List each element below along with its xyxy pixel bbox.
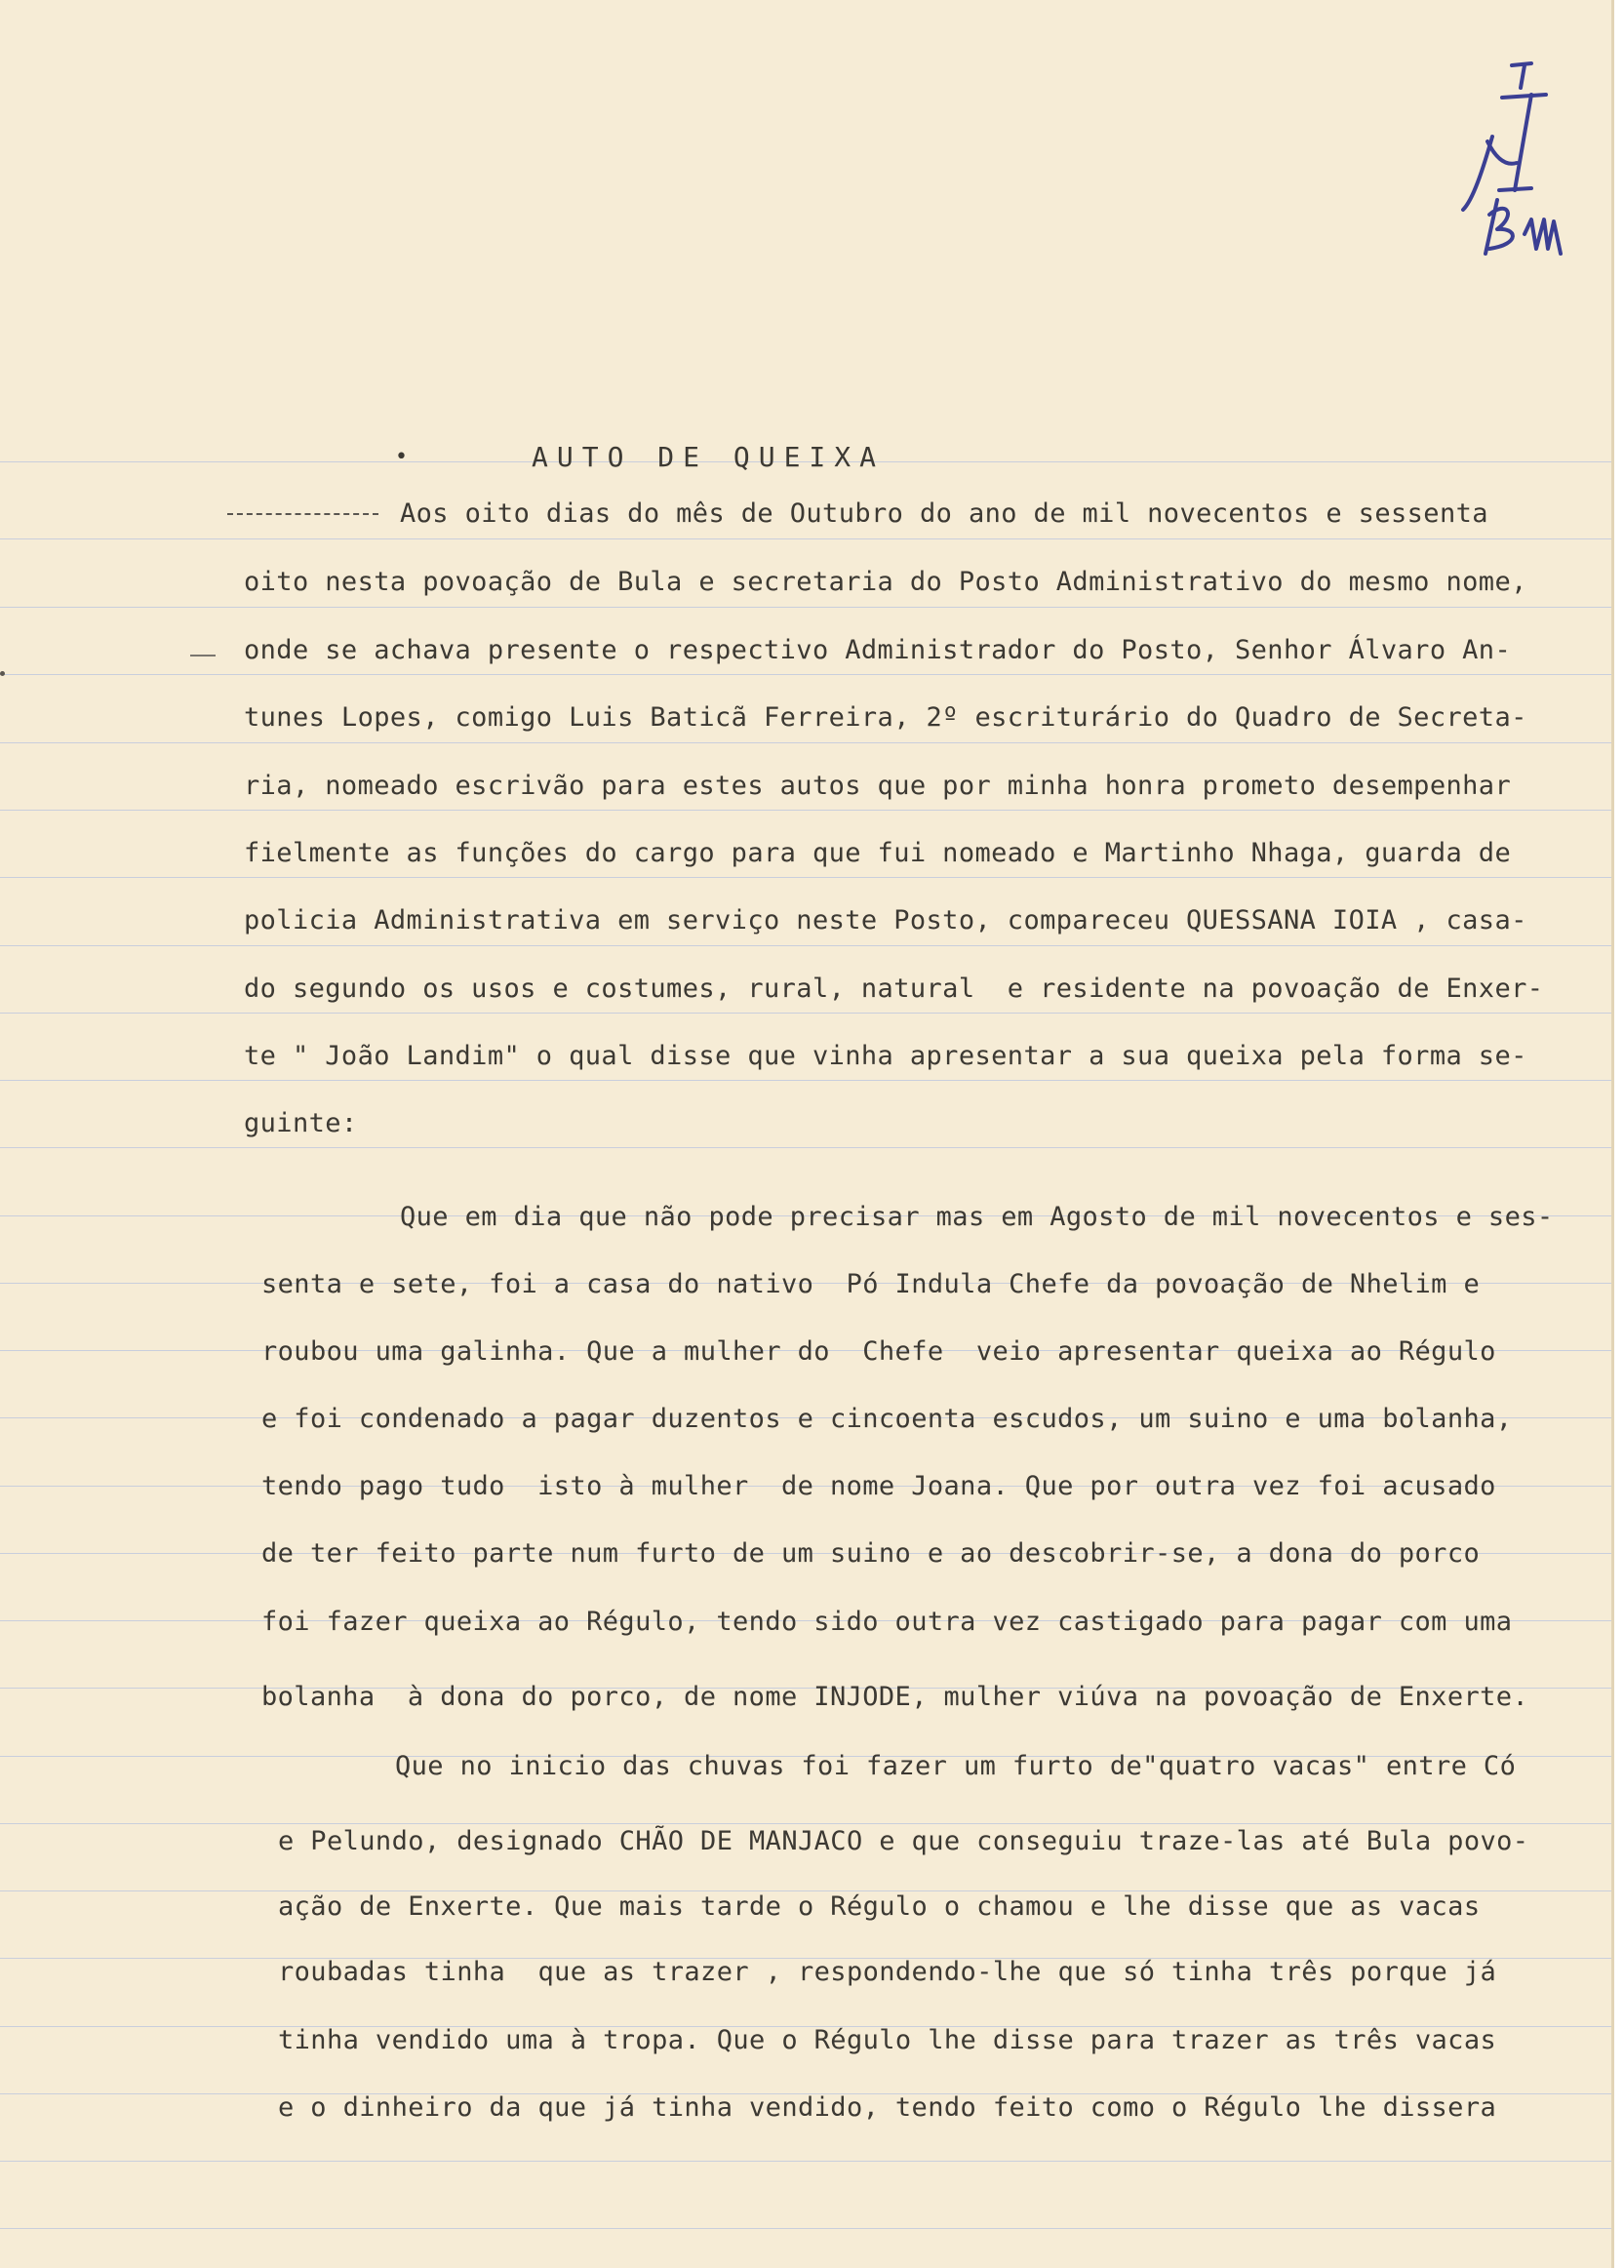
handwritten-mark: [1439, 54, 1585, 268]
margin-dash: [190, 655, 216, 657]
text-line: de ter feito parte num furto de um suino e ao descobrir-se, a dona do porco: [261, 1538, 1481, 1569]
text-line: tunes Lopes, comigo Luis Baticã Ferreira, 2º escriturário do Quadro de Secreta-: [244, 702, 1527, 733]
text-line: foi fazer queixa ao Régulo, tendo sido outra vez castigado para pagar com uma: [261, 1607, 1513, 1637]
text-line: tinha vendido uma à tropa. Que o Régulo lhe disse para trazer as três vacas: [278, 2025, 1497, 2055]
text-line: Que no inicio das chuvas foi fazer um furto de"quatro vacas" entre Có: [395, 1751, 1517, 1781]
text-line: te " João Landim" o qual disse que vinha apresentar a sua queixa pela forma se-: [244, 1041, 1527, 1071]
text-line: oito nesta povoação de Bula e secretaria do Posto Administrativo do mesmo nome,: [244, 567, 1527, 597]
text-line: ria, nomeado escrivão para estes autos que por minha honra prometo desempenhar: [244, 771, 1512, 801]
text-line: e Pelundo, designado CHÃO DE MANJACO e que conseguiu traze-las até Bula povo-: [278, 1826, 1529, 1856]
text-line: Que em dia que não pode precisar mas em Agosto de mil novecentos e ses-: [400, 1202, 1554, 1232]
margin-mark: [0, 671, 5, 676]
text-line: guinte:: [244, 1108, 358, 1138]
text-line: e foi condenado a pagar duzentos e cincoenta escudos, um suino e uma bolanha,: [261, 1404, 1513, 1434]
text-line: policia Administrativa em serviço neste Posto, compareceu QUESSANA IOIA , casa-: [244, 905, 1527, 935]
title-bullet: •: [395, 445, 408, 469]
text-line: roubadas tinha que as trazer , respondendo-lhe que só tinha três porque já: [278, 1957, 1497, 1987]
text-line: onde se achava presente o respectivo Administrador do Posto, Senhor Álvaro An-: [244, 635, 1512, 665]
document-title: AUTO DE QUEIXA: [532, 441, 886, 473]
text-line: do segundo os usos e costumes, rural, natural e residente na povoação de Enxer-: [244, 974, 1544, 1004]
text-line: tendo pago tudo isto à mulher de nome Joana. Que por outra vez foi acusado: [261, 1471, 1496, 1501]
text-line: Aos oito dias do mês de Outubro do ano de mil novecentos e sessenta: [400, 498, 1488, 529]
text-line: bolanha à dona do porco, de nome INJODE, mulher viúva na povoação de Enxerte.: [261, 1682, 1529, 1712]
text-line: roubou uma galinha. Que a mulher do Chefe veio apresentar queixa ao Régulo: [261, 1336, 1496, 1367]
text-line: fielmente as funções do cargo para que fui nomeado e Martinho Nhaga, guarda de: [244, 838, 1512, 868]
text-line: senta e sete, foi a casa do nativo Pó Indula Chefe da povoação de Nhelim e: [261, 1269, 1481, 1299]
text-line: ação de Enxerte. Que mais tarde o Régulo o chamou e lhe disse que as vacas: [278, 1891, 1481, 1922]
typed-dash-line: [227, 513, 378, 515]
text-line: e o dinheiro da que já tinha vendido, tendo feito como o Régulo lhe dissera: [278, 2092, 1497, 2123]
